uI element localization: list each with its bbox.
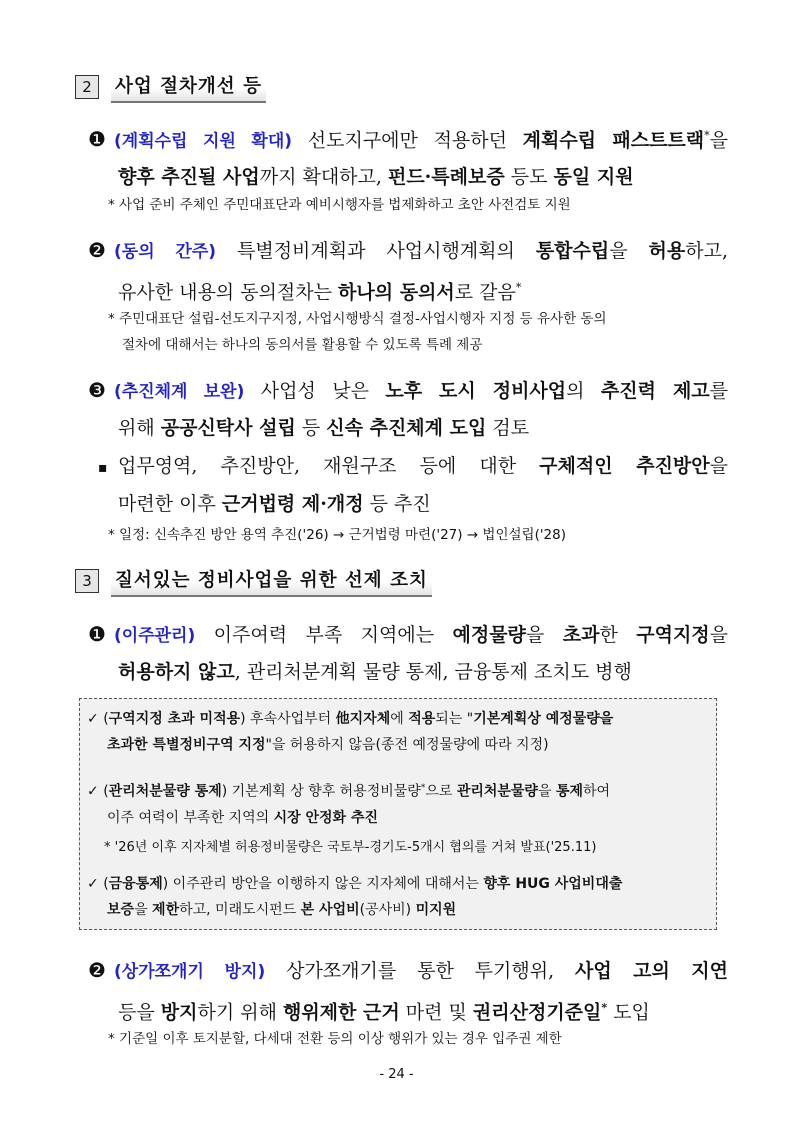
emphasis: 통제 bbox=[555, 783, 584, 800]
text: 되는 " bbox=[435, 711, 474, 727]
emphasis: 방지 bbox=[160, 1001, 198, 1024]
emphasis: 구체적인 추진방안 bbox=[539, 455, 710, 477]
text: 유사한 내용의 동의절차는 bbox=[118, 281, 339, 304]
emphasis: 보증 bbox=[107, 902, 135, 918]
text: 상가쪼개기를 통한 투기행위, bbox=[265, 960, 575, 982]
text: 이주 여력이 부족한 지역의 bbox=[107, 809, 274, 826]
section-number: 3 bbox=[75, 569, 99, 593]
emphasis: 신속 추진체계 도입 bbox=[326, 417, 487, 439]
text: ( bbox=[103, 876, 109, 892]
s2-note-1 bbox=[108, 192, 728, 218]
note-text: * 일정: 신속추진 방안 용역 추진('26) → 근거법령 마련('27) → 법인설립('28) bbox=[108, 527, 567, 543]
text: 의 bbox=[566, 380, 601, 402]
page-number: - 24 - bbox=[379, 1067, 414, 1082]
box-point-3 bbox=[87, 871, 712, 923]
emphasis: 기본계획상 예정물량을 bbox=[473, 711, 614, 727]
text: 선도지구에만 적용하던 bbox=[292, 129, 523, 152]
emphasis: 관리처분물량 bbox=[456, 783, 538, 800]
text: 한 bbox=[599, 624, 637, 646]
footnote-mark: * bbox=[515, 281, 522, 294]
square-bullet: ▪ bbox=[98, 460, 108, 476]
text: 등 bbox=[295, 417, 327, 439]
text: 마련 및 bbox=[399, 1001, 473, 1024]
text: 을 bbox=[609, 240, 649, 262]
text: 로 갈음 bbox=[454, 281, 516, 304]
note-text: * '26년 이후 지자체별 허용정비물량은 국토부-경기도-5개시 협의를 거쳐 발표('25.11) bbox=[104, 839, 597, 855]
text: 까지 확대하고, bbox=[259, 166, 388, 189]
emphasis: 공공신탁사 설립 bbox=[160, 417, 296, 439]
text: 이주여력 부족 지역에는 bbox=[195, 624, 453, 646]
emphasis: 행위제한 근거 bbox=[282, 1001, 400, 1024]
text: 을 bbox=[525, 624, 563, 646]
text: 을 bbox=[709, 455, 728, 477]
number-bullet: ❷ bbox=[88, 958, 106, 982]
number-bullet: ❷ bbox=[88, 238, 106, 262]
section-number: 2 bbox=[75, 75, 99, 99]
emphasis: 하나의 동의서 bbox=[338, 281, 455, 304]
note-text: * 사업 준비 주체인 주민대표단과 예비시행자를 법제화하고 초안 사전검토 지원 bbox=[108, 197, 571, 213]
check-icon: ✓ bbox=[87, 783, 99, 800]
s2-sub-item bbox=[98, 448, 728, 522]
emphasis: 본 사업비 bbox=[300, 902, 360, 918]
emphasis: 계획수립 패스트트랙 bbox=[522, 129, 705, 152]
item-lead: (추진체계 보완) bbox=[114, 382, 245, 402]
text: 을 bbox=[134, 902, 153, 918]
text: ) 후속사업부터 bbox=[240, 711, 336, 727]
emphasis: 구역지정 bbox=[636, 624, 710, 646]
text: 마련한 이후 bbox=[118, 493, 222, 515]
emphasis: 허용 bbox=[648, 240, 686, 262]
box-point-1 bbox=[87, 706, 712, 758]
text: 사업성 낮은 bbox=[244, 380, 386, 402]
text: "을 허용하지 않음(종전 예정물량에 따라 지정) bbox=[265, 737, 549, 753]
s3-note bbox=[108, 1026, 728, 1052]
text: ) 기본계획 상 향후 허용정비물량 bbox=[221, 783, 421, 800]
section-title: 질서있는 정비사업을 위한 선제 조치 bbox=[111, 565, 432, 597]
text: (공사비) bbox=[359, 902, 416, 918]
emphasis: 통합수립 bbox=[535, 240, 610, 262]
item-lead: (상가쪼개기 방지) bbox=[114, 962, 266, 982]
emphasis: 금융통제 bbox=[108, 876, 163, 892]
text: 하고, 미래도시펀드 bbox=[179, 902, 301, 918]
emphasis: 권리산정기준일 bbox=[472, 1001, 602, 1024]
s2-note-3 bbox=[108, 522, 728, 548]
text: 등을 bbox=[118, 1001, 161, 1024]
check-icon: ✓ bbox=[87, 711, 99, 727]
section-title: 사업 절차개선 등 bbox=[111, 71, 266, 103]
emphasis: 초과한 특별정비구역 지정 bbox=[107, 737, 266, 753]
emphasis: 펀드·특례보증 bbox=[387, 166, 505, 189]
emphasis: 근거법령 제·개정 bbox=[221, 493, 364, 515]
emphasis: 노후 도시 정비사업 bbox=[385, 380, 567, 402]
note-text: * 주민대표단 설립-선도지구지정, 사업시행방식 결정-사업시행자 지정 등 유사한 동의 bbox=[108, 311, 607, 327]
section-3-heading bbox=[75, 566, 432, 596]
emphasis: 시장 안정화 추진 bbox=[273, 809, 378, 826]
text: 하고, bbox=[685, 240, 728, 262]
number-bullet: ❶ bbox=[88, 127, 106, 152]
text: 등 추진 bbox=[363, 493, 431, 515]
text: 에 bbox=[390, 711, 409, 727]
emphasis: 他지자체 bbox=[335, 711, 391, 727]
footnote-mark: * bbox=[601, 1001, 608, 1014]
text: 업무영역, 추진방안, 재원구조 등에 대한 bbox=[118, 455, 540, 477]
emphasis: 구역지정 초과 미적용 bbox=[108, 711, 241, 727]
s3-item-2 bbox=[88, 952, 728, 1030]
text: 으로 bbox=[425, 783, 457, 800]
emphasis: 허용하지 않고 bbox=[118, 661, 235, 683]
number-bullet: ❸ bbox=[88, 378, 106, 402]
emphasis: 초과 bbox=[562, 624, 600, 646]
emphasis: 향후 추진될 사업 bbox=[118, 166, 260, 189]
text: 를 bbox=[709, 380, 729, 402]
text: 검토 bbox=[486, 417, 530, 439]
text: ( bbox=[103, 711, 109, 727]
emphasis: 향후 HUG 사업비대출 bbox=[483, 876, 623, 892]
item-lead: (계획수립 지원 확대) bbox=[114, 131, 293, 152]
emphasis: 사업 고의 지연 bbox=[575, 960, 729, 982]
footnote-mark: * bbox=[704, 129, 710, 142]
note-text: 절차에 대해서는 하나의 동의서를 활용할 수 있도록 특례 제공 bbox=[122, 337, 483, 353]
emphasis: 관리처분물량 통제 bbox=[108, 783, 222, 800]
text: 특별정비계획과 사업시행계획의 bbox=[216, 240, 536, 262]
emphasis: 미지원 bbox=[415, 902, 457, 918]
text: 등도 bbox=[504, 166, 554, 189]
text: ( bbox=[103, 783, 109, 800]
text: 을 bbox=[709, 129, 728, 152]
emphasis: 제한 bbox=[152, 902, 180, 918]
s2-note-2 bbox=[108, 306, 728, 358]
item-lead: (이주관리) bbox=[114, 626, 196, 646]
emphasis: 동일 지원 bbox=[553, 166, 634, 189]
item-lead: (동의 간주) bbox=[114, 242, 217, 262]
text: 하기 위해 bbox=[197, 1001, 283, 1024]
text: ) 이주관리 방안을 이행하지 않은 지자체에 대해서는 bbox=[162, 876, 484, 892]
section-2-heading bbox=[75, 72, 266, 102]
s3-item-1 bbox=[88, 616, 728, 690]
s2-item-3 bbox=[88, 372, 728, 446]
text: 을 bbox=[709, 624, 729, 646]
footnote-mark: * bbox=[420, 783, 426, 793]
detail-box bbox=[79, 698, 717, 930]
text: , 관리처분계획 물량 통제, 금융통제 조치도 병행 bbox=[234, 661, 632, 683]
text: 을 bbox=[537, 783, 556, 800]
check-icon: ✓ bbox=[87, 876, 99, 892]
text: 도입 bbox=[607, 1001, 650, 1024]
emphasis: 추진력 제고 bbox=[600, 380, 710, 402]
box-point-2 bbox=[87, 775, 712, 861]
emphasis: 적용 bbox=[408, 711, 436, 727]
note-text: * 기준일 이후 토지분할, 다세대 전환 등의 이상 행위가 있는 경우 입주권 제한 bbox=[108, 1031, 562, 1047]
s2-item-2 bbox=[88, 232, 728, 310]
text: 하여 bbox=[583, 783, 611, 800]
s2-item-1 bbox=[88, 118, 728, 195]
number-bullet: ❶ bbox=[88, 622, 106, 646]
text: 위해 bbox=[118, 417, 161, 439]
emphasis: 예정물량 bbox=[452, 624, 526, 646]
